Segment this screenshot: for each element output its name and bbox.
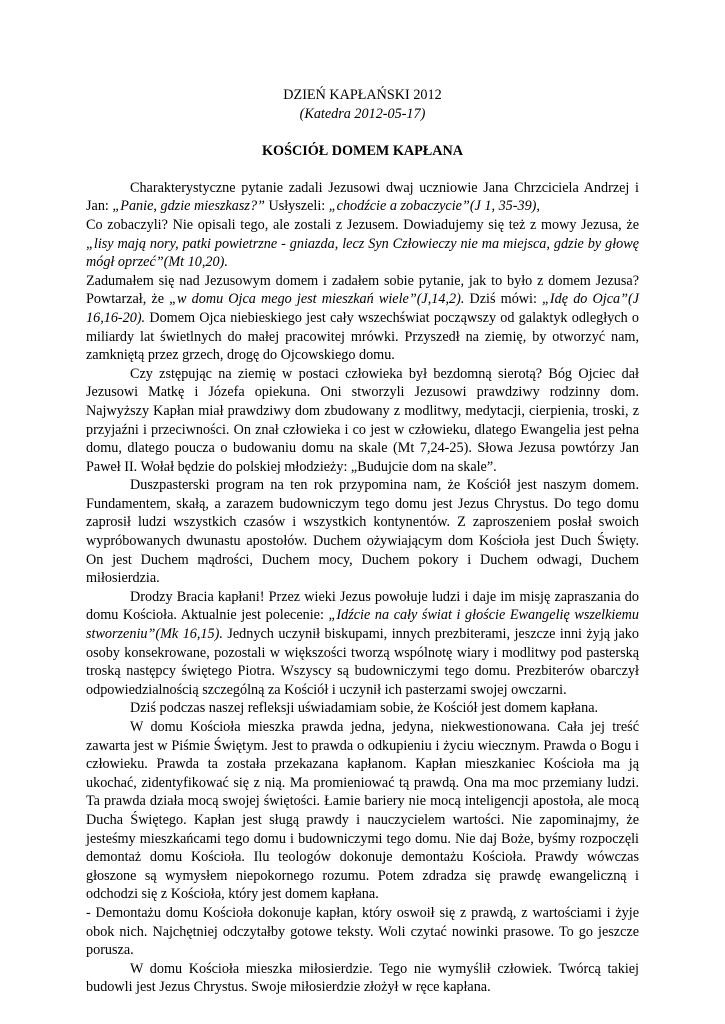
paragraph-3	[86, 272, 639, 365]
paragraph-6	[86, 588, 639, 700]
header-date: (Katedra 2012-05-17)	[299, 105, 426, 122]
paragraph-4: Czy zstępując na ziemię w postaci człowieka był bezdomną sierotą? Bóg Ojciec dał Jezusowi Matkę i Józefa opiekuna. Oni stworzyli Jezusowi prawdziwy rodzinny dom. Najwyższy Kapłan miał prawdziwy dom zbudowany z modlitwy, medytacji, cierpienia, troski, z przyjaźni i przeciwności. On znał człowieka i co jest w człowieku, dlatego Ewangelia jest pełna domu, dlatego poucza o budowaniu domu na skale (Mt 7,24-25). Słowa Jezusa powtórzy Jan Paweł II. Wołał będzie do polskiej młodzieży: „Budujcie dom na skale”.	[86, 365, 639, 475]
quotation: „Panie, gdzie mieszkasz?”	[112, 198, 265, 215]
paragraph-7: Dziś podczas naszej refleksji uświadamiam sobie, że Kościół jest domem kapłana.	[130, 700, 599, 717]
paragraph-8: W domu Kościoła mieszka prawda jedna, jedyna, niekwestionowana. Cała jej treść zawarta jest w Piśmie Świętym. Jest to prawda o odkupieniu i życiu wiecznym. Prawda o Bogu i człowieku. Prawda ta została przekazana kapłanom. Kapłan mieszkaniec Kościoła ma ją ukochać, zidentyfikować się z nią. Ma promieniować tą prawdą. Ona ma moc przemiany ludzi. Ta prawda działa mocą swojej świętości. Łamie bariery nie mocą inteligencji apostoła, ale mocą Ducha Świętego. Kapłan jest sługą prawdy i nauczycielem wartości. Nie zapominajmy, że jesteśmy mieszkańcami tego domu i budowniczymi tego domu. Nie daj Boże, byśmy rozpoczęli demontaż domu Kościoła. Ilu teologów dokonuje demontażu Kościoła. Prawdy wówczas głoszone są wymysłem niepokornego rozumu. Potem zdradza się prawdę ewangeliczną i odchodzi się z Kościoła, który jest domem kapłana.	[86, 719, 639, 903]
paragraph-10: W domu Kościoła mieszka miłosierdzie. Tego nie wymyślił człowiek. Twórcą takiej budowli jest Jezus Chrystus. Swoje miłosierdzie złożył w ręce kapłana.	[86, 960, 639, 996]
paragraph-5: Duszpasterski program na ten rok przypomina nam, że Kościół jest naszym domem. Fundamentem, skałą, a zarazem budowniczym tego domu jest Jezus Chrystus. Do tego domu zaprosił ludzi wszystkich czasów i wszystkich kontynentów. Z zaproszeniem posłał swoich wypróbowanych dwunastu apostołów. Duchem ożywiającym dom Kościoła jest Duch Święty. On jest Duchem mądrości, Duchem mocy, Duchem pokory i Duchem odwagi, Duchem miłosierdzia.	[86, 477, 639, 587]
document-page	[86, 86, 639, 997]
paragraph-text: Drodzy Bracia kapłani! Przez wieki Jezus powołuje ludzi i daje im misję zapraszania do domu Kościoła. Aktualnie jest polecenie:	[86, 588, 639, 624]
header-title: DZIEŃ KAPŁAŃSKI 2012	[283, 87, 442, 103]
paragraph-text: Co zobaczyli? Nie opisali tego, ale zostali z Jezusem. Dowiadujemy się też z mowy Jezusa, że	[86, 216, 639, 233]
paragraph-text: Charakterystyczne pytanie zadali Jezusowi dwaj uczniowie Jana Chrzciciela Andrzej i Jan:	[86, 179, 639, 215]
quotation: „Idę do Ojca”(J 16,16-20).	[86, 291, 640, 326]
document-heading: KOŚCIÓŁ DOMEM KAPŁANA	[262, 143, 463, 160]
paragraph-text: Domem Ojca niebieskiego jest cały wszechświat począwszy od galaktyk odległych o miliardy lat świetlnych do małej pracowitej mrówki. Przyszedł na ziemię, by otworzyć nam, zamkniętą przez grzech, drogę do Ojcowskiego domu.	[86, 309, 639, 364]
paragraph-text: Zadumałem się nad Jezusowym domem i zadałem sobie pytanie, jak to było z domem Jezusa? Powtarzał, że	[86, 272, 639, 308]
paragraph-text: Usłyszeli:	[264, 198, 329, 215]
quotation: „Idźcie na cały świat i głoście Ewangelię wszelkiemu stworzeniu”(Mk 16,15).	[86, 607, 639, 643]
paragraph-1	[86, 179, 639, 216]
paragraph-2	[86, 216, 639, 272]
quotation: „lisy mają nory, patki powietrzne - gniazda, lecz Syn Człowieczy nie ma miejsca, gdzie by głowę mógł oprzeć”(Mt 10,20).	[86, 235, 639, 271]
paragraph-9: - Demontażu domu Kościoła dokonuje kapłan, który oswoił się z prawdą, z wartościami i żyje obok nich. Najchętniej odczytałby gotowe teksty. Woli czytać nowinki prasowe. To go jeszcze porusza.	[86, 904, 639, 959]
paragraph-text: Jednych uczynił biskupami, innych prezbiterami, jeszcze inni żyją jako osoby konsekrowane, pozostali w większości tworzą wspólnotę wiary i modlitwy pod pasterską troską następcy świętego Piotra. Wszyscy są budowniczymi tego domu. Prezbiterów obarczył odpowiedzialnością szczególną za Kościół i uczynił ich pasterzami swojej owczarni.	[86, 626, 639, 698]
paragraph-text: Dziś mówi:	[464, 291, 543, 308]
quotation: „w domu Ojca mego jest mieszkań wiele”(J,14,2).	[169, 291, 465, 308]
quotation: „chodźcie a zobaczycie”(J 1, 35-39),	[328, 198, 540, 215]
document-header	[86, 86, 639, 123]
